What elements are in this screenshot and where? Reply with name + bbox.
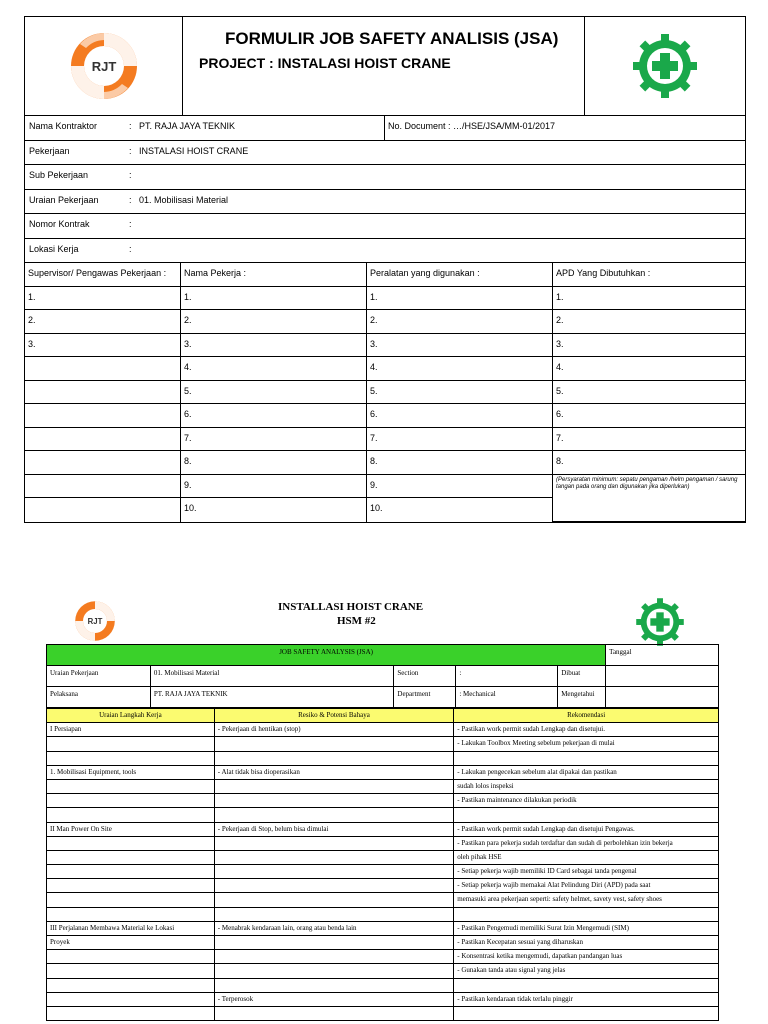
step-cell[interactable] [47, 978, 215, 992]
table-row [47, 865, 719, 879]
step-cell[interactable]: Proyek [47, 936, 215, 950]
table-row [47, 751, 719, 765]
risk-cell[interactable]: - Alat tidak bisa dioperasikan [214, 765, 453, 779]
table-row [47, 964, 719, 978]
table-row [47, 808, 719, 822]
supervisor-cell[interactable] [25, 498, 181, 522]
worker-cell[interactable]: 1. [181, 287, 367, 311]
step-cell[interactable] [47, 794, 215, 808]
table-row [47, 822, 719, 836]
svg-text:RJT: RJT [87, 617, 103, 626]
step-cell[interactable] [47, 907, 215, 921]
step-cell[interactable]: 1. Mobilisasi Equipment, tools [47, 765, 215, 779]
step-cell[interactable]: I Persiapan [47, 723, 215, 737]
table-row [47, 1006, 719, 1020]
table-row [47, 950, 719, 964]
supervisor-cell[interactable] [25, 357, 181, 381]
step-cell[interactable] [47, 1006, 215, 1020]
step-cell[interactable] [47, 836, 215, 850]
step-cell[interactable]: II Man Power On Site [47, 822, 215, 836]
sheet2-subtitle: HSM #2 [337, 615, 376, 627]
rjt-logo-icon [64, 26, 144, 106]
step-cell[interactable]: III Perjalanan Membawa Material ke Lokasi [47, 921, 215, 935]
risk-cell[interactable]: - Terperosok [214, 992, 453, 1006]
field-value[interactable] [137, 165, 139, 189]
jsa-form [24, 16, 746, 523]
company-logo [25, 17, 183, 115]
equipment-cell[interactable]: 3. [367, 334, 553, 358]
safety-cross-gear-icon [630, 31, 700, 101]
risk-cell[interactable]: - Pekerjaan di Stop, belum bisa dimulai [214, 822, 453, 836]
column-header: Peralatan yang digunakan : [367, 263, 553, 287]
risk-cell[interactable] [214, 907, 453, 921]
field-value[interactable] [137, 214, 139, 238]
table-row [47, 723, 719, 737]
field-row: Nama Kontraktor : PT. RAJA JAYA TEKNIK No. Document : …/HSE/JSA/MM-01/2017 [25, 116, 745, 141]
jsa-steps-table [46, 708, 719, 1021]
step-cell[interactable] [47, 779, 215, 793]
recommendation-cell[interactable]: - Pastikan para pekerja sudah terdaftar dan sudah di perbolehkan izin bekerja [454, 836, 719, 850]
field-row: Pekerjaan : INSTALASI HOIST CRANE [25, 141, 745, 166]
risk-cell[interactable] [214, 865, 453, 879]
risk-cell[interactable] [214, 751, 453, 765]
project-title: PROJECT : INSTALASI HOIST CRANE [199, 55, 451, 71]
risk-cell[interactable] [214, 836, 453, 850]
form-title-block [183, 17, 584, 115]
rjt-logo-small-icon [71, 597, 119, 645]
apd-cell[interactable]: 8. [553, 451, 745, 475]
table-row [47, 893, 719, 907]
column-header: Resiko & Potensi Bahaya [214, 709, 453, 723]
form-header [25, 17, 745, 116]
doc-number[interactable]: No. Document : …/HSE/JSA/MM-01/2017 [388, 121, 556, 131]
equipment-cell[interactable]: 8. [367, 451, 553, 475]
worker-cell[interactable]: 6. [181, 404, 367, 428]
step-cell[interactable] [47, 751, 215, 765]
jsa-banner: JOB SAFETY ANALYSIS (JSA) [47, 645, 606, 666]
table-row [47, 836, 719, 850]
risk-cell[interactable]: - Pekerjaan di hentikan (stop) [214, 723, 453, 737]
recommendation-cell[interactable]: - Konsentrasi ketika mengemudi, dapatkan pandangan luas [454, 950, 719, 964]
risk-cell[interactable] [214, 850, 453, 864]
risk-cell[interactable] [214, 978, 453, 992]
risk-cell[interactable] [214, 808, 453, 822]
form-title: FORMULIR JOB SAFETY ANALISIS (JSA) [225, 29, 559, 48]
worker-cell[interactable]: 10. [181, 498, 367, 522]
recommendation-cell[interactable]: oleh pihak HSE [454, 850, 719, 864]
equipment-cell[interactable]: 5. [367, 381, 553, 405]
recommendation-cell[interactable]: sudah lolos inspeksi [454, 779, 719, 793]
recommendation-cell[interactable]: - Pastikan Pengemudi memiliki Surat Izin Mengemudi (SIM) [454, 921, 719, 935]
table-row [47, 879, 719, 893]
personnel-equipment-grid [25, 263, 745, 522]
worker-cell[interactable]: 2. [181, 310, 367, 334]
step-cell[interactable] [47, 737, 215, 751]
table-row [47, 936, 719, 950]
supervisor-cell[interactable]: 3. [25, 334, 181, 358]
table-row [47, 907, 719, 921]
recommendation-cell[interactable]: - Pastikan kendaraan tidak terlalu pinggir [454, 992, 719, 1006]
apd-cell[interactable]: 4. [553, 357, 745, 381]
equipment-cell[interactable]: 10. [367, 498, 553, 522]
field-label: Uraian Pekerjaan [29, 194, 99, 205]
jsa-header-table: JOB SAFETY ANALYSIS (JSA) Tanggal Uraian Pekerjaan 01. Mobilisasi Material Section : Dibuat Pelaksana PT. RAJA JAYA TEKNIK Department : Mechanical Mengetahui [46, 644, 719, 708]
apd-cell[interactable]: 2. [553, 310, 745, 334]
worker-cell[interactable]: 4. [181, 357, 367, 381]
recommendation-cell[interactable] [454, 907, 719, 921]
worker-cell[interactable]: 5. [181, 381, 367, 405]
step-cell[interactable] [47, 865, 215, 879]
supervisor-cell[interactable] [25, 475, 181, 499]
field-value[interactable]: 01. Mobilisasi Material [139, 194, 229, 205]
step-cell[interactable] [47, 992, 215, 1006]
supervisor-cell[interactable]: 1. [25, 287, 181, 311]
equipment-cell[interactable]: 6. [367, 404, 553, 428]
svg-text:RJT: RJT [91, 59, 116, 74]
recommendation-cell[interactable]: - Lakukan Toolbox Meeting sebelum pekerjaan di mulai [454, 737, 719, 751]
recommendation-cell[interactable] [454, 808, 719, 822]
supervisor-cell[interactable] [25, 451, 181, 475]
supervisor-cell[interactable]: 2. [25, 310, 181, 334]
field-label: Nama Kontraktor [29, 121, 98, 131]
field-value[interactable]: PT. RAJA JAYA TEKNIK [139, 121, 236, 131]
column-header: Rekomendasi [454, 709, 719, 723]
risk-cell[interactable] [214, 964, 453, 978]
safety-cross-gear-small-icon [634, 596, 686, 648]
recommendation-cell[interactable] [454, 1006, 719, 1020]
recommendation-cell[interactable]: - Gunakan tanda atau signal yang jelas [454, 964, 719, 978]
apd-cell[interactable]: 6. [553, 404, 745, 428]
table-row [47, 921, 719, 935]
apd-cell[interactable]: 1. [553, 287, 745, 311]
step-cell[interactable] [47, 850, 215, 864]
mengetahui-value[interactable] [606, 687, 719, 708]
field-label: Lokasi Kerja [29, 243, 79, 254]
recommendation-cell[interactable] [454, 751, 719, 765]
recommendation-cell[interactable]: - Pastikan work permit sudah Lengkap dan disetujui Pengawas. [454, 822, 719, 836]
table-row [47, 978, 719, 992]
recommendation-cell[interactable]: - Setiap pekerja wajib memakai Alat Pelindung Diri (APD) pada saat [454, 879, 719, 893]
table-header-row [47, 709, 719, 723]
risk-cell[interactable] [214, 737, 453, 751]
recommendation-cell[interactable]: memasuki area pekerjaan seperti: safety helmet, savety vest, safety shoes [454, 893, 719, 907]
field-row: Sub Pekerjaan : [25, 165, 745, 190]
worker-cell[interactable]: 8. [181, 451, 367, 475]
supervisor-cell[interactable] [25, 428, 181, 452]
table-row [47, 992, 719, 1006]
table-row [47, 850, 719, 864]
field-label: Nomor Kontrak [29, 219, 90, 229]
risk-cell[interactable] [214, 879, 453, 893]
table-row [47, 737, 719, 751]
tanggal-label: Tanggal [606, 645, 719, 666]
step-cell[interactable] [47, 879, 215, 893]
step-cell[interactable] [47, 950, 215, 964]
apd-cell[interactable]: 5. [553, 381, 745, 405]
field-row: Lokasi Kerja : [25, 239, 745, 264]
recommendation-cell[interactable]: - Pastikan work permit sudah Lengkap dan disetujui. [454, 723, 719, 737]
apd-cell[interactable]: 7. [553, 428, 745, 452]
column-header: Supervisor/ Pengawas Pekerjaan : [25, 263, 181, 287]
risk-cell[interactable] [214, 893, 453, 907]
worker-cell[interactable]: 9. [181, 475, 367, 499]
risk-cell[interactable] [214, 794, 453, 808]
equipment-cell[interactable]: 1. [367, 287, 553, 311]
recommendation-cell[interactable]: - Lakukan pengecekan sebelum alat dipakai dan pastikan [454, 765, 719, 779]
apd-cell[interactable]: 3. [553, 334, 745, 358]
risk-cell[interactable] [214, 936, 453, 950]
field-row: Uraian Pekerjaan : 01. Mobilisasi Material [25, 190, 745, 215]
worker-cell[interactable]: 3. [181, 334, 367, 358]
equipment-cell[interactable]: 2. [367, 310, 553, 334]
risk-cell[interactable] [214, 950, 453, 964]
recommendation-cell[interactable] [454, 978, 719, 992]
step-cell[interactable] [47, 808, 215, 822]
field-value[interactable] [137, 239, 139, 263]
field-label: Sub Pekerjaan [29, 170, 89, 180]
risk-cell[interactable] [214, 779, 453, 793]
sheet2-title: INSTALLASI HOIST CRANE [278, 601, 424, 613]
dibuat-value[interactable] [606, 666, 719, 687]
table-row [47, 794, 719, 808]
table-row [47, 765, 719, 779]
equipment-cell[interactable]: 4. [367, 357, 553, 381]
worker-cell[interactable]: 7. [181, 428, 367, 452]
field-label: Pekerjaan [29, 145, 70, 156]
risk-cell[interactable] [214, 1006, 453, 1020]
supervisor-cell[interactable] [25, 381, 181, 405]
table-row [47, 779, 719, 793]
field-row: Nomor Kontrak : [25, 214, 745, 239]
recommendation-cell[interactable]: - Setiap pekerja wajib memiliki ID Card sebagai tanda pengenal [454, 865, 719, 879]
step-cell[interactable] [47, 893, 215, 907]
field-value[interactable]: INSTALASI HOIST CRANE [139, 145, 249, 156]
k3-logo [584, 17, 745, 115]
column-header: Nama Pekerja : [181, 263, 367, 287]
recommendation-cell[interactable]: - Pastikan Kecepatan sesuai yang diharuskan [454, 936, 719, 950]
supervisor-cell[interactable] [25, 404, 181, 428]
apd-note: (Persyaratan minimum: sepatu pengaman /helm pengaman / sarung tangan pada orang dan digunakan jika diperlukan) [553, 475, 745, 522]
risk-cell[interactable]: - Menabrak kendaraan lain, orang atau benda lain [214, 921, 453, 935]
column-header: APD Yang Dibutuhkan : [553, 263, 745, 287]
step-cell[interactable] [47, 964, 215, 978]
equipment-cell[interactable]: 9. [367, 475, 553, 499]
equipment-cell[interactable]: 7. [367, 428, 553, 452]
column-header: Uraian Langkah Kerja [47, 709, 215, 723]
recommendation-cell[interactable]: - Pastikan maintenance dilakukan periodik [454, 794, 719, 808]
